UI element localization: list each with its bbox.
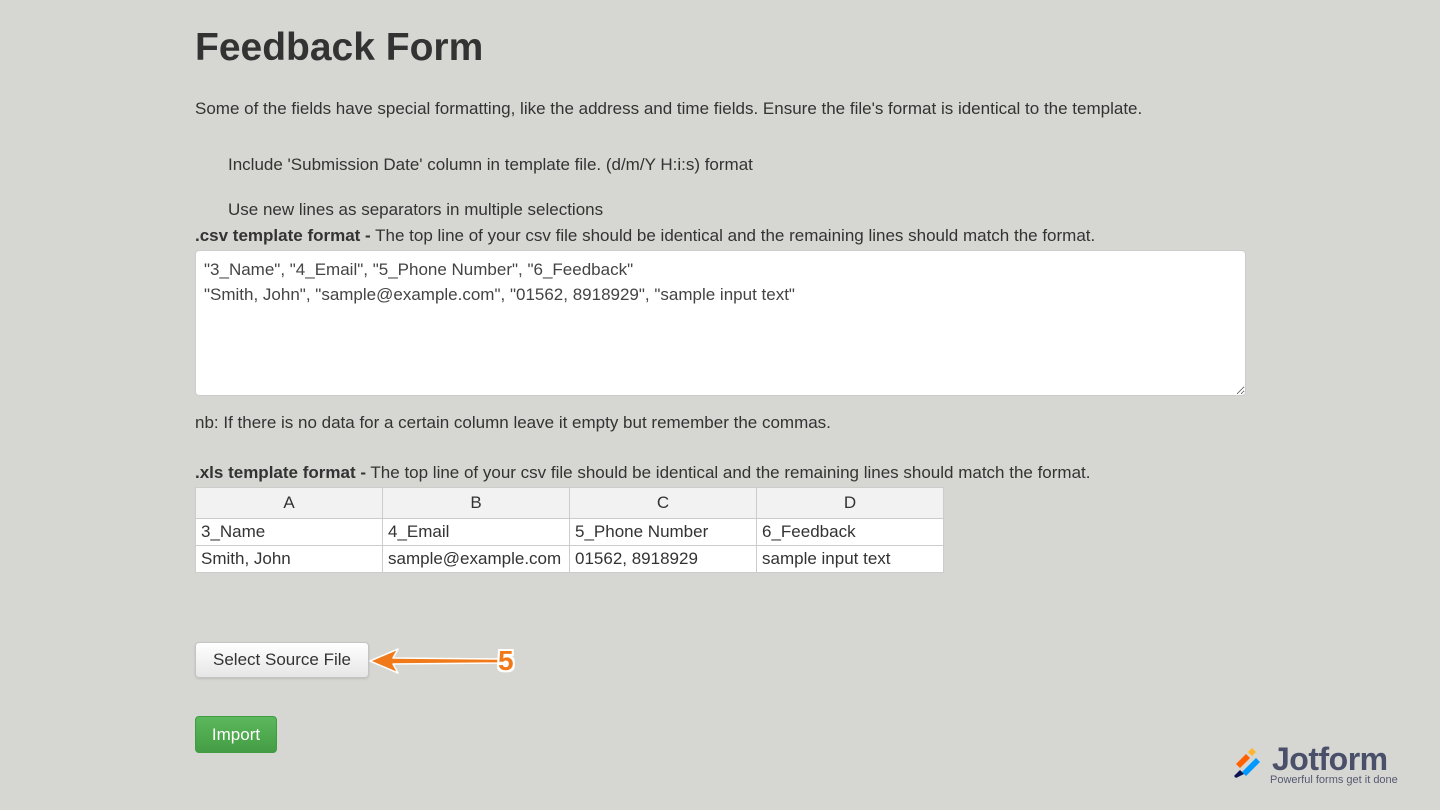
csv-format-label	[195, 225, 1095, 247]
table-cell: sample input text	[757, 546, 944, 573]
multiple-selection-note: Use new lines as separators in multiple selections	[228, 200, 604, 219]
csv-format-title: .csv template format -	[195, 226, 371, 245]
submission-date-note: Include 'Submission Date' column in template file. (d/m/Y H:i:s) format	[228, 155, 753, 174]
jotform-logo-icon	[1232, 746, 1266, 780]
xls-format-description: The top line of your csv file should be identical and the remaining lines should match the format.	[370, 463, 1091, 482]
jotform-tagline: Powerful forms get it done	[1270, 774, 1398, 786]
column-header-a: A	[196, 488, 383, 519]
xls-format-label	[195, 462, 1091, 484]
xls-format-title: .xls template format -	[195, 463, 366, 482]
nb-note: nb: If there is no data for a certain column leave it empty but remember the commas.	[195, 413, 831, 432]
table-cell: 01562, 8918929	[570, 546, 757, 573]
table-row	[196, 546, 944, 573]
table-row	[196, 519, 944, 546]
column-header-b: B	[383, 488, 570, 519]
xls-template-table	[195, 487, 944, 573]
page-title: Feedback Form	[195, 26, 484, 69]
table-header-row	[196, 488, 944, 519]
csv-template-textarea[interactable]	[195, 250, 1246, 396]
table-cell: Smith, John	[196, 546, 383, 573]
column-header-c: C	[570, 488, 757, 519]
step-number-badge: 5	[498, 645, 514, 676]
annotation-arrow-icon	[366, 645, 502, 677]
table-cell: 6_Feedback	[757, 519, 944, 546]
intro-text: Some of the fields have special formatting, like the address and time fields. Ensure the file's format is identical to the template.	[195, 99, 1143, 118]
select-source-file-button[interactable]: Select Source File	[195, 642, 369, 678]
column-header-d: D	[757, 488, 944, 519]
jotform-brand-name: Jotform	[1272, 741, 1388, 777]
table-cell: 4_Email	[383, 519, 570, 546]
table-cell: 3_Name	[196, 519, 383, 546]
table-cell: 5_Phone Number	[570, 519, 757, 546]
table-cell: sample@example.com	[383, 546, 570, 573]
jotform-logo	[1232, 741, 1412, 790]
import-button[interactable]: Import	[195, 716, 277, 753]
csv-format-description: The top line of your csv file should be identical and the remaining lines should match the format.	[375, 226, 1096, 245]
